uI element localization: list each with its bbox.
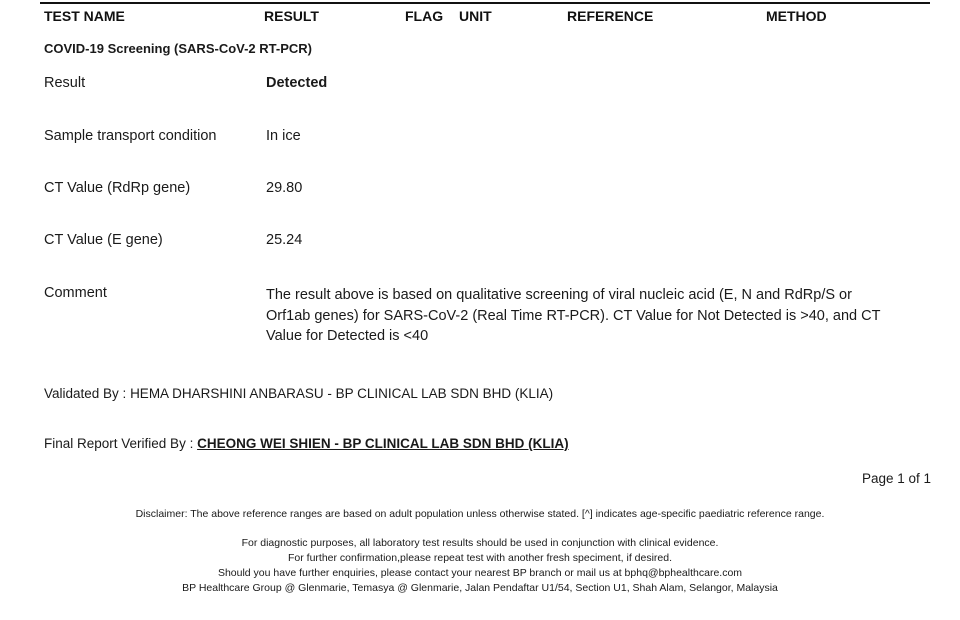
row-value-result: Detected — [266, 75, 328, 91]
comment-line: Orf1ab genes) for SARS-CoV-2 (Real Time RT-PCR). CT Value for Not Detected is >40, and CT — [266, 307, 881, 324]
footer-line: For diagnostic purposes, all laboratory test results should be used in conjunction with clinical evidence. — [241, 537, 719, 549]
footer-line: BP Healthcare Group @ Glenmarie, Temasya @ Glenmarie, Jalan Pendaftar U1/54, Section U1, Shah Alam, Selangor, Malaysia — [182, 582, 778, 594]
footer-line: Should you have further enquiries, please contact your nearest BP branch or mail us at bphq@bphealthcare.com — [217, 567, 743, 579]
validated-prefix: Validated By : — [44, 386, 131, 401]
footer-line: For further confirmation,please repeat test with another fresh speciment, if desired. — [287, 552, 673, 564]
page-number: Page 1 of 1 — [861, 471, 931, 486]
column-header-unit: UNIT — [459, 8, 492, 24]
row-value-ct-rdrp: 29.80 — [266, 180, 303, 196]
column-header-flag: FLAG — [405, 8, 444, 24]
row-label-transport: Sample transport condition — [44, 128, 217, 144]
verified-name: CHEONG WEI SHIEN - BP CLINICAL LAB SDN BHD (KLIA) — [197, 436, 569, 451]
disclaimer: Disclaimer: The above reference ranges are based on adult population unless otherwise stated. [^] indicates age-specific paediatric reference range. — [135, 508, 825, 520]
row-value-transport: In ice — [266, 128, 301, 144]
row-label-ct-e: CT Value (E gene) — [44, 232, 163, 248]
header-top-rule — [40, 2, 930, 4]
column-header-reference: REFERENCE — [567, 8, 654, 24]
row-label-result: Result — [44, 75, 86, 91]
comment-line: Value for Detected is <40 — [266, 328, 429, 344]
footer — [0, 536, 960, 596]
column-header-method: METHOD — [766, 8, 827, 24]
validated-by — [44, 386, 553, 401]
verified-by — [44, 436, 569, 451]
row-value-ct-e: 25.24 — [266, 232, 303, 248]
row-label-comment: Comment — [44, 285, 107, 301]
column-header-result: RESULT — [264, 8, 319, 24]
column-header-test-name: TEST NAME — [44, 8, 125, 24]
comment-text — [266, 285, 906, 347]
comment-line: The result above is based on qualitative screening of viral nucleic acid (E, N and RdRp/S or — [266, 287, 852, 303]
validated-name: HEMA DHARSHINI ANBARASU - BP CLINICAL LAB SDN BHD (KLIA) — [130, 386, 554, 401]
verified-prefix: Final Report Verified By : — [44, 436, 198, 451]
section-title: COVID-19 Screening (SARS-CoV-2 RT-PCR) — [44, 41, 312, 56]
row-label-ct-rdrp: CT Value (RdRp gene) — [44, 180, 191, 196]
